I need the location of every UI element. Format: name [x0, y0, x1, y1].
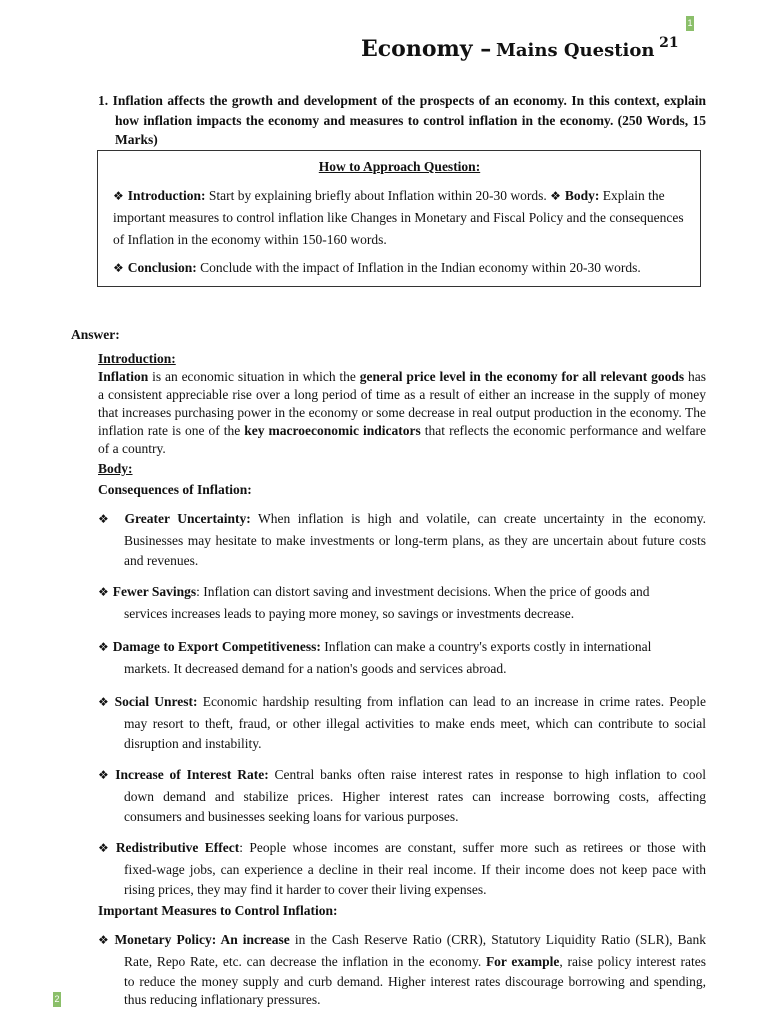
item-text: Economic hardship resulting from inflation can lead to an increase in crime rates. People — [197, 694, 707, 709]
item-label: Monetary Policy: An increase — [114, 932, 290, 947]
page-marker-top: 1 — [686, 16, 694, 31]
item-text: in the Cash Reserve Ratio (CRR), Statutory Liquidity Ratio (SLR), Bank — [289, 932, 707, 947]
diamond-bullet-icon: ❖ — [550, 189, 561, 203]
introduction-paragraph — [98, 368, 706, 458]
list-item — [98, 691, 706, 753]
item-text: : Inflation can distort saving and investment decisions. When the price of goods and — [196, 584, 650, 599]
item-text: rising prices, they may find it harder to cover their living expenses. — [124, 882, 487, 897]
item-label: Damage to Export Competitiveness: — [112, 639, 321, 654]
item-text: and revenues. — [124, 553, 199, 568]
item-text: disruption and instability. — [124, 736, 262, 751]
approach-conclusion-text: Conclude with the impact of Inflation in the Indian economy within 20-30 words. — [196, 260, 641, 275]
list-item — [98, 764, 706, 826]
diamond-bullet-icon: ❖ — [98, 585, 109, 599]
list-item — [98, 929, 706, 1009]
approach-body-text: Explain the important measures to control inflation like Changes in Monetary and Fiscal Policy and the consequences of Inflation in the economy within 150-160 words. — [113, 188, 684, 247]
item-text: Inflation can make a country's exports costly in international — [320, 639, 652, 654]
approach-body-label: Body: — [564, 188, 600, 203]
introduction-heading: Introduction: — [98, 351, 176, 366]
title-main: Economy – — [361, 36, 492, 62]
item-bold-part: For example — [485, 954, 560, 969]
item-text-part: , raise policy interest rates — [559, 954, 706, 969]
item-text: When inflation is high and volatile, can create uncertainty in the economy. — [250, 511, 706, 526]
item-text — [124, 951, 706, 973]
intro-term: Inflation — [98, 369, 149, 384]
consequences-heading: Consequences of Inflation: — [98, 482, 252, 497]
question — [98, 91, 706, 150]
list-item — [98, 508, 706, 570]
item-text: may resort to theft, fraud, or other illegal activities to make ends meet, which can contribute to social — [124, 716, 706, 731]
item-label: Increase of Interest Rate: — [115, 767, 269, 782]
approach-intro-body — [113, 185, 686, 251]
answer-content — [98, 350, 706, 1009]
list-item — [98, 837, 706, 899]
item-label: Redistributive Effect — [115, 840, 240, 855]
diamond-bullet-icon: ❖ — [98, 512, 113, 526]
answer-label: Answer: — [71, 327, 120, 342]
item-label: Greater Uncertainty: — [124, 511, 251, 526]
diamond-bullet-icon: ❖ — [113, 261, 124, 275]
intro-text-2: has a consistent appreciable rise over a long period of time as a result of either an increase in the supply of money that increases purchasing power in the economy or some decrease in real output production in the economy. The inflation rate is one of the — [98, 369, 706, 438]
item-text: thus reducing inflationary pressures. — [124, 992, 321, 1007]
diamond-bullet-icon: ❖ — [98, 841, 112, 855]
approach-box — [97, 150, 701, 287]
title-number: 21 — [659, 34, 679, 51]
intro-text-3: that reflects the economic performance and welfare of a country. — [98, 423, 706, 456]
item-text: services increases leads to paying more money, so savings or investments decrease. — [124, 606, 575, 621]
item-text: consumers and businesses seeking loans for various purposes. — [124, 809, 459, 824]
item-text: down demand and stabilize prices. Higher interest rates can increase borrowing costs, affecting — [124, 789, 706, 804]
item-text-part: Rate, Repo Rate, etc. can decrease the inflation in the economy. — [124, 954, 486, 969]
item-label: Social Unrest: — [114, 694, 198, 709]
diamond-bullet-icon: ❖ — [113, 189, 124, 203]
title-tail: Mains Question — [495, 40, 655, 61]
item-text: to reduce the money supply and curb demand. Higher interest rates discourage borrowing and spending, — [124, 974, 706, 989]
approach-title: How to Approach Question: — [318, 159, 481, 174]
intro-bold-2: key macroeconomic indicators — [244, 423, 421, 438]
body-heading: Body: — [98, 461, 133, 476]
approach-intro-label: Introduction: — [127, 188, 206, 203]
item-label: Fewer Savings — [112, 584, 197, 599]
item-text: : People whose incomes are constant, suffer more such as retirees or those with — [239, 840, 706, 855]
diamond-bullet-icon: ❖ — [98, 933, 111, 947]
intro-bold-1: general price level in the economy for all relevant goods — [359, 369, 685, 384]
approach-conclusion — [113, 257, 686, 279]
approach-intro-text: Start by explaining briefly about Inflation within 20-30 words. — [205, 188, 551, 203]
diamond-bullet-icon: ❖ — [98, 695, 111, 709]
page-title — [361, 36, 679, 62]
page-marker-bottom: 2 — [53, 992, 61, 1007]
intro-text-1: is an economic situation in which the — [148, 369, 360, 384]
diamond-bullet-icon: ❖ — [98, 768, 112, 782]
question-text: 1. Inflation affects the growth and development of the prospects of an economy. In this context, explain how inflation impacts the economy and measures to control inflation in the economy. (250 Words, 15 Marks) — [98, 93, 706, 147]
list-item — [98, 636, 706, 680]
item-text: Businesses may hesitate to make investments or long-term plans, as they are uncertain about future costs — [124, 533, 706, 548]
approach-conclusion-label: Conclusion: — [127, 260, 197, 275]
measures-heading: Important Measures to Control Inflation: — [98, 903, 338, 918]
list-item — [98, 581, 706, 625]
item-text: markets. It decreased demand for a nation's goods and services abroad. — [124, 661, 507, 676]
item-text: Central banks often raise interest rates in response to high inflation to cool — [268, 767, 706, 782]
diamond-bullet-icon: ❖ — [98, 640, 109, 654]
item-text: fixed-wage jobs, can experience a decline in their real income. If their income does not keep pace with — [124, 862, 706, 877]
consequences-list — [98, 508, 706, 899]
